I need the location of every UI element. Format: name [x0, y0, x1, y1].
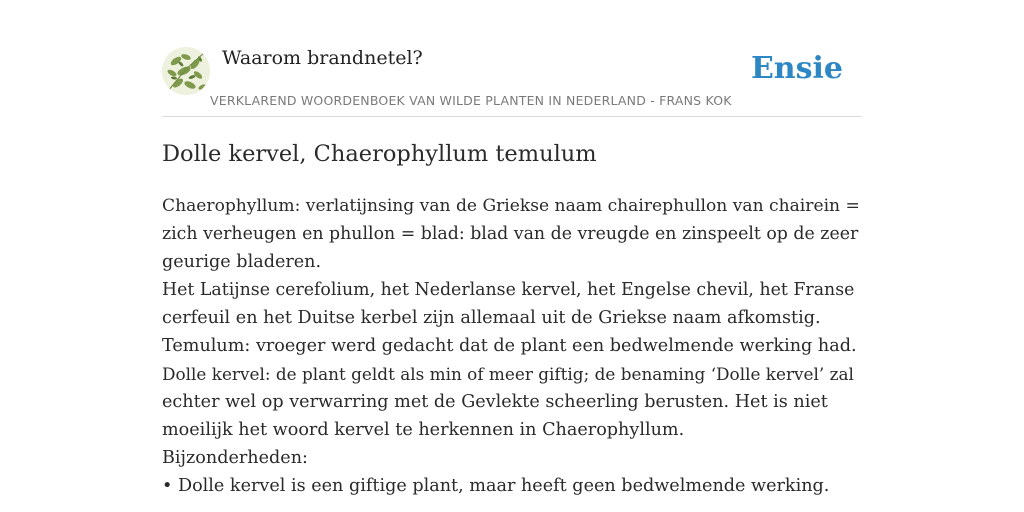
- body-line: cerfeuil en het Duitse kerbel zijn allemaal uit de Griekse naam afkomstig.: [162, 308, 821, 328]
- bullet-item: • Dolle kervel is een giftige plant, maar heeft geen bedwelmende werking.: [162, 476, 830, 496]
- entry-title: Dolle kervel, Chaerophyllum temulum: [162, 141, 597, 167]
- page-title: Waarom brandnetel?: [222, 47, 423, 69]
- entry-body: [162, 192, 862, 500]
- body-line: Chaerophyllum: verlatijnsing van de Griekse naam chairephullon van chairein =: [162, 196, 860, 216]
- body-line: echter wel op verwarring met de Gevlekte scheerling berusten. Het is niet: [162, 392, 828, 412]
- body-line: Dolle kervel: de plant geldt als min of meer giftig; de benaming ‘Dolle kervel’ zal: [162, 364, 854, 384]
- plant-leaves-icon[interactable]: [162, 47, 210, 95]
- body-line: Het Latijnse cerefolium, het Nederlanse kervel, het Engelse chevil, het Franse: [162, 280, 855, 300]
- content-container: [162, 0, 862, 512]
- body-line: moeilijk het woord kervel te herkennen in Chaerophyllum.: [162, 420, 685, 440]
- body-line: zich verheugen en phullon = blad: blad van de vreugde en zinspeelt op de zeer: [162, 224, 859, 244]
- body-line: geurige bladeren.: [162, 252, 322, 272]
- body-line: Bijzonderheden:: [162, 448, 308, 468]
- source-label[interactable]: VERKLAREND WOORDENBOEK VAN WILDE PLANTEN IN NEDERLAND - FRANS KOK: [210, 93, 732, 108]
- brand-logo[interactable]: Ensie: [750, 51, 843, 86]
- header: [162, 0, 862, 117]
- body-line: Temulum: vroeger werd gedacht dat de plant een bedwelmende werking had.: [162, 336, 857, 356]
